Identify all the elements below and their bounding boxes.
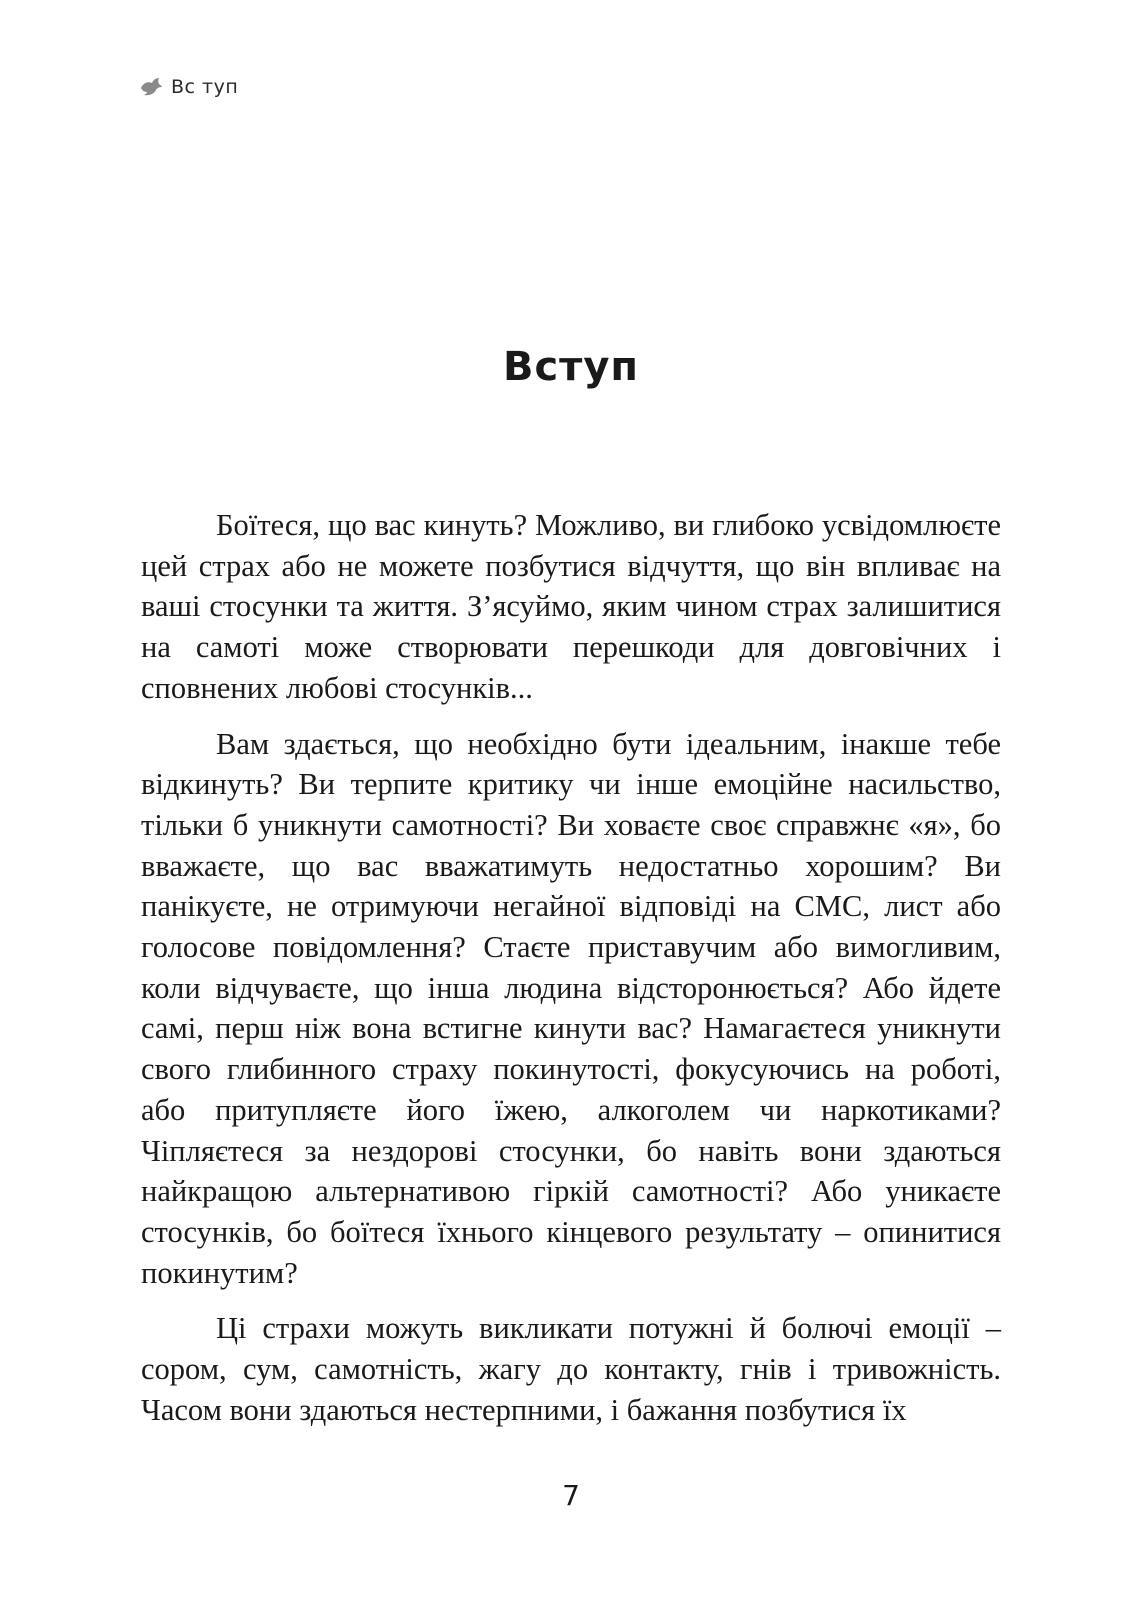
bird-icon (139, 76, 163, 98)
paragraph: Вам здається, що необхідно бути ідеальним, інакше тебе відкинуть? Ви терпите критику чи інше емоційне насильство, тільки б уникнути самотності? Ви ховаєте своє справжнє «я», бо вважаєте, що вас вважатимуть недостатньо хорошим? Ви панікуєте, не отримуючи негайної відповіді на СМС, лист або голосове повідомлення? Стаєте приставучим або вимогливим, коли відчуваєте, що інша людина відсторонюється? Або йдете самі, перш ніж вона встигне кинути вас? Намагаєтеся уникнути свого глибинного страху покинутості, фокусуючись на роботі, або притупляєте його їжею, алкоголем чи наркотиками? Чіпляєтеся за нездорові стосунки, бо навіть вони здаються найкращою альтернативою гіркій самотності? Або уникаєте стосунків, бо боїтеся їхнього кінцевого результату – опинитися покинутим? (141, 726, 1001, 1290)
paragraph: Боїтеся, що вас кинуть? Можливо, ви глибоко усвідомлюєте цей страх або не можете позбутися відчуття, що він впливає на ваші стосунки та життя. З’ясуймо, яким чином страх залишитися на самоті може створювати перешкоди для довговічних і сповнених любові стосунків... (141, 508, 1001, 705)
paragraph: Ці страхи можуть викликати потужні й болючі емоції – сором, сум, самотність, жагу до контакту, гнів і тривожність. Часом вони здаються нестерпними, і бажання позбутися їх (141, 1311, 1001, 1427)
body-text (141, 505, 1001, 1445)
running-head (139, 76, 238, 98)
chapter-title: Вступ (502, 344, 640, 390)
page-number: 7 (562, 1479, 580, 1512)
running-title: Вс туп (171, 76, 239, 98)
